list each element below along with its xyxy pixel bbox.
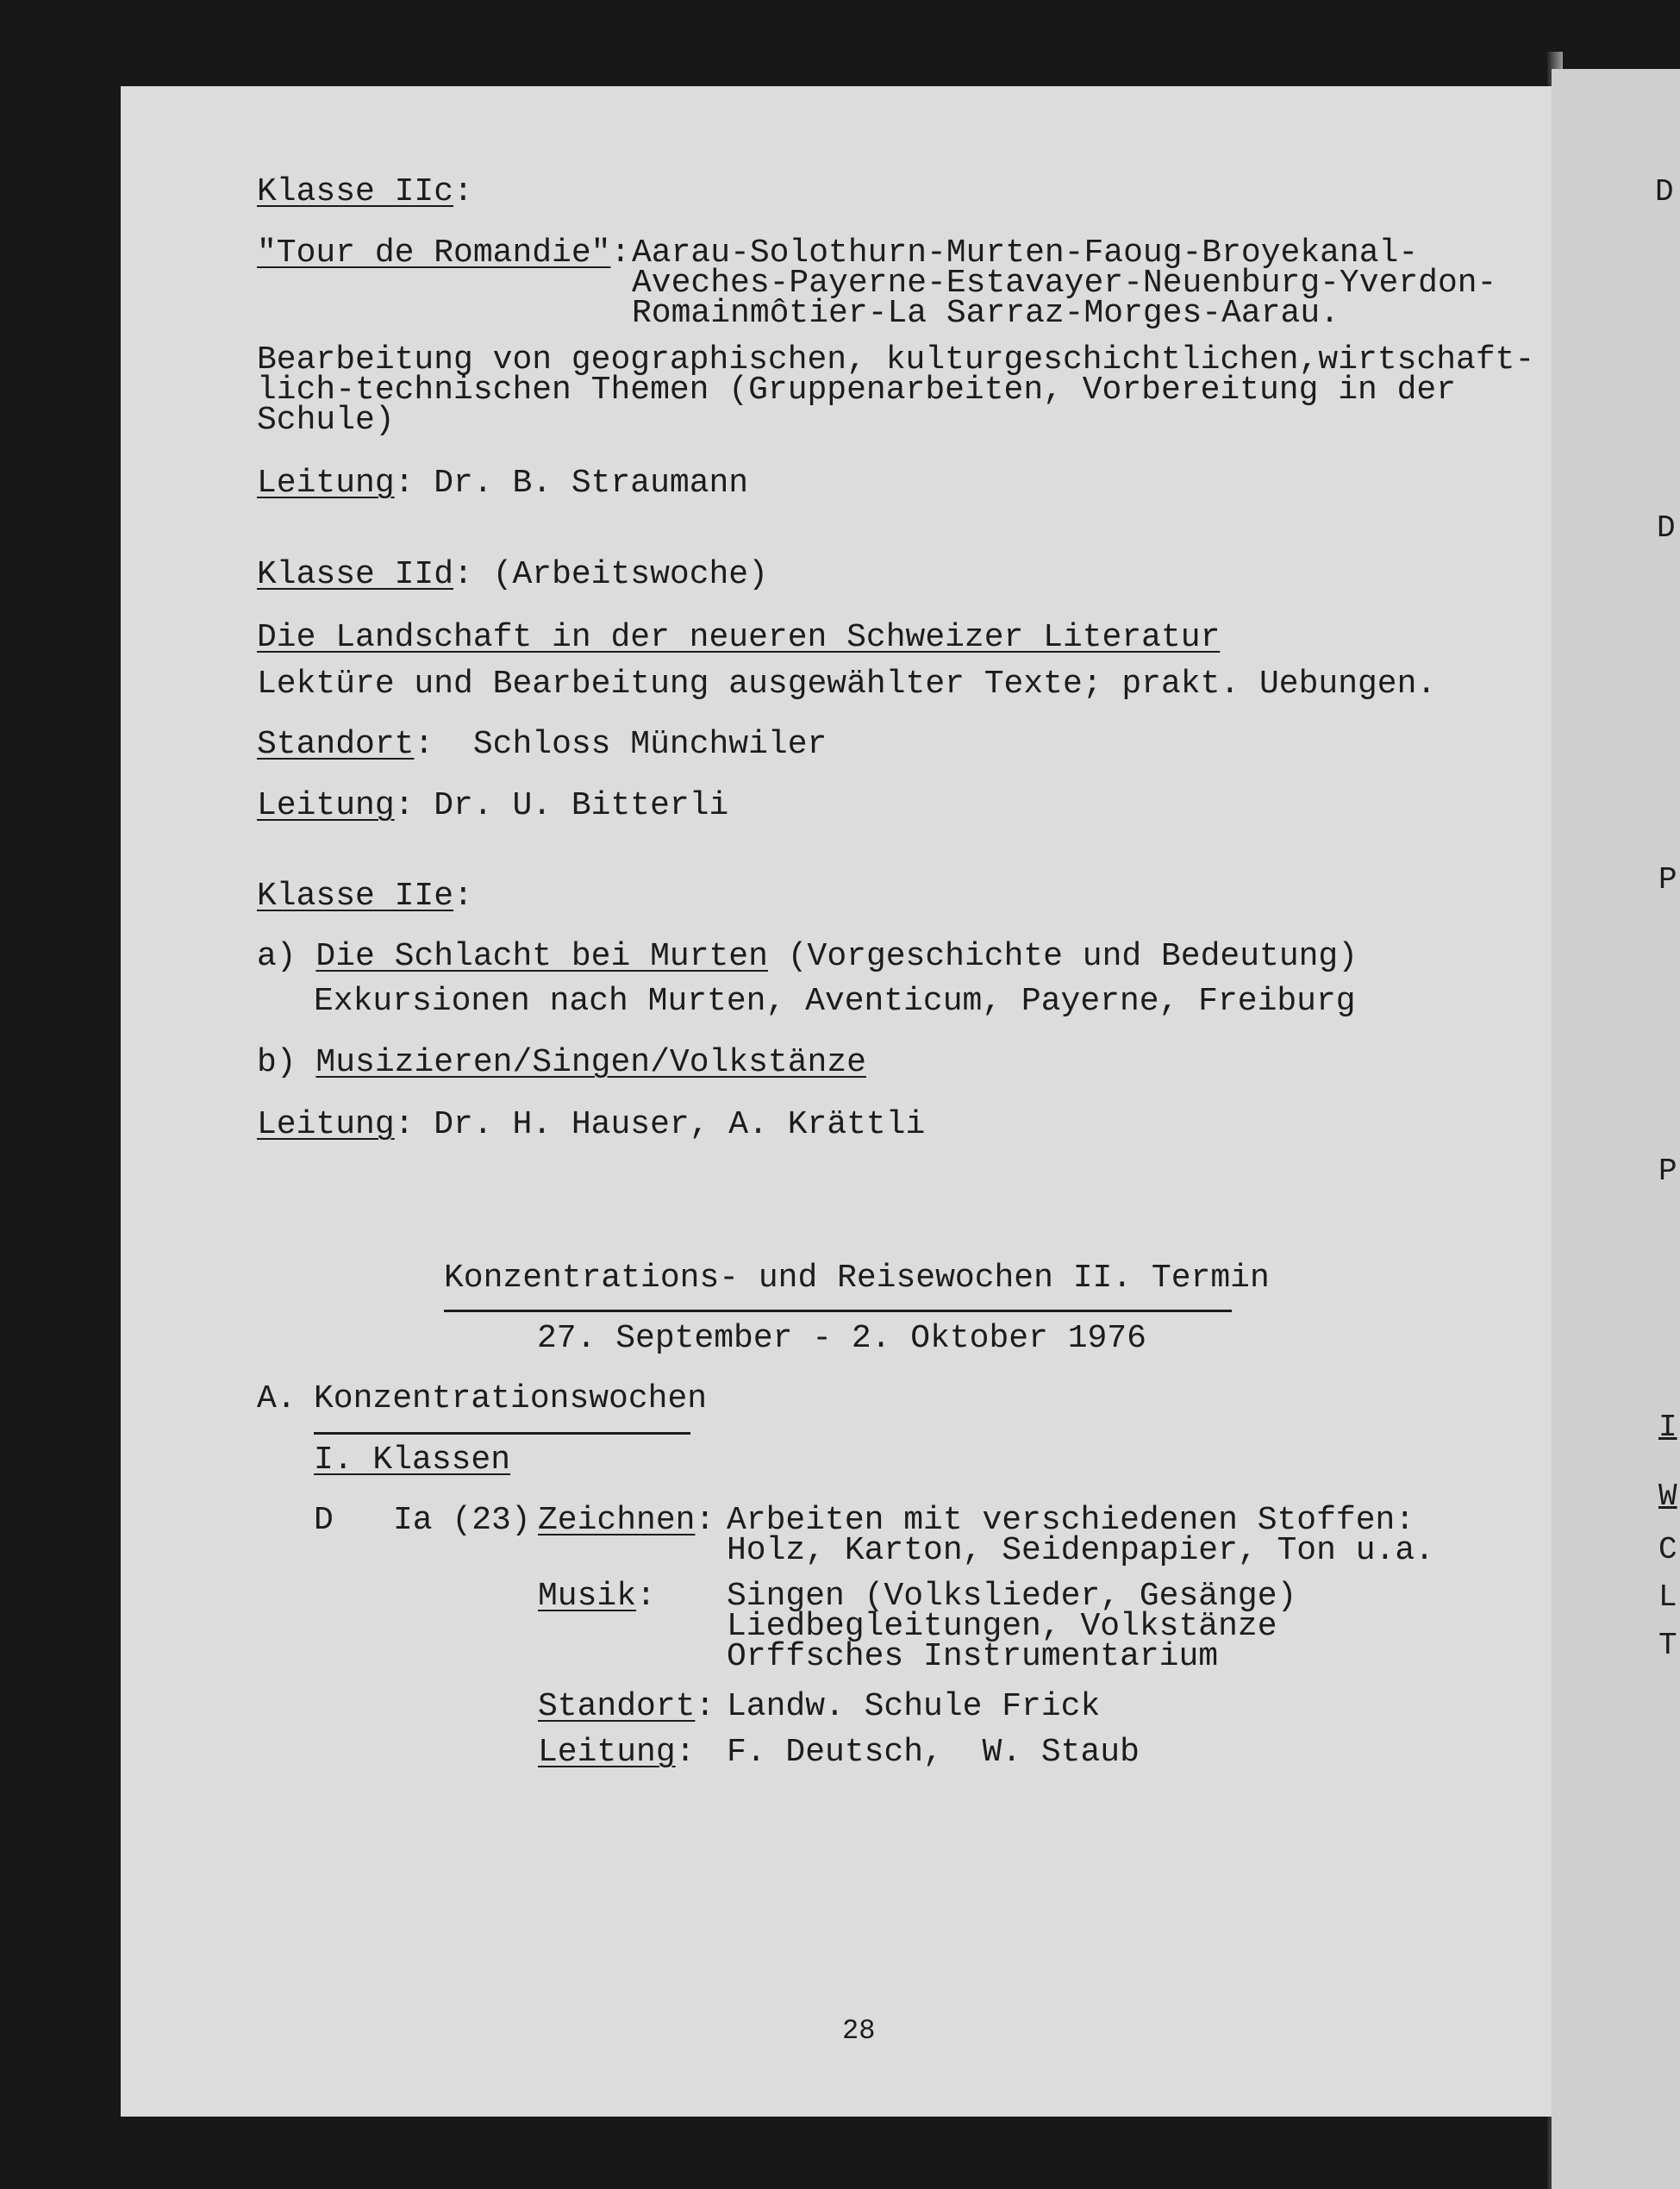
entry-standort-label: Standort:	[538, 1688, 715, 1725]
heading-klasse-iic: Klasse IIc:	[257, 173, 473, 210]
musik-line-3: Orffsches Instrumentarium	[727, 1638, 1219, 1675]
iic-description-line-2: lich-technischen Themen (Gruppenarbeiten, Vorbereitung in der	[257, 372, 1457, 409]
facing-letter-3: P	[1658, 862, 1677, 897]
facing-page	[1552, 69, 1680, 2189]
document-page	[121, 86, 1552, 2117]
iid-leitung: Leitung: Dr. U. Bitterli	[257, 787, 729, 824]
facing-letter-7: C	[1658, 1532, 1677, 1567]
facing-letter-8: L	[1658, 1579, 1677, 1615]
iic-leitung: Leitung: Dr. B. Straumann	[257, 465, 749, 502]
zeichnen-line-2: Holz, Karton, Seidenpapier, Ton u.a.	[727, 1532, 1434, 1569]
klassen-title: I. Klassen	[314, 1442, 511, 1479]
zeichnen-line-1: Arbeiten mit verschiedenen Stoffen:	[727, 1502, 1415, 1539]
termin-dates: 27. September - 2. Oktober 1976	[537, 1320, 1146, 1357]
entry-leitung-value: F. Deutsch, W. Staub	[727, 1734, 1140, 1771]
entry-code: D	[314, 1502, 334, 1539]
iie-item-b: b) Musizieren/Singen/Volkstänze	[257, 1044, 866, 1081]
page-number: 28	[842, 2015, 876, 2047]
iic-description-line-3: Schule)	[257, 402, 395, 439]
facing-letter-5: I	[1658, 1410, 1677, 1445]
iid-standort: Standort: Schloss Münchwiler	[257, 726, 828, 763]
iid-description: Lektüre und Bearbeitung ausgewählter Texte; prakt. Uebungen.	[257, 666, 1437, 703]
iid-topic: Die Landschaft in der neueren Schweizer Literatur	[257, 619, 1221, 656]
iie-item-a-line-2: Exkursionen nach Murten, Aventicum, Payerne, Freiburg	[314, 983, 1356, 1020]
iic-description-line-1: Bearbeitung von geographischen, kulturgeschichtlichen,wirtschaft-	[257, 341, 1535, 378]
facing-letter-9: T	[1658, 1628, 1677, 1663]
zeichnen-label: Zeichnen:	[538, 1502, 715, 1539]
iie-leitung: Leitung: Dr. H. Hauser, A. Krättli	[257, 1106, 926, 1143]
facing-letter-6: W	[1658, 1479, 1677, 1514]
heading-klasse-iid: Klasse IId: (Arbeitswoche)	[257, 556, 768, 593]
termin-title: Konzentrations- und Reisewochen II. Termin	[444, 1260, 1270, 1297]
entry-standort-value: Landw. Schule Frick	[727, 1688, 1101, 1725]
part-a-marker: A.	[257, 1380, 297, 1417]
facing-letter-1: D	[1655, 174, 1674, 210]
route-line-2: Aveches-Payerne-Estavayer-Neuenburg-Yverdon-	[632, 265, 1497, 302]
route-line-1: Aarau-Solothurn-Murten-Faoug-Broyekanal-	[632, 235, 1419, 272]
part-a-title-rule	[314, 1432, 690, 1435]
entry-leitung-label: Leitung:	[538, 1734, 696, 1771]
heading-klasse-iie: Klasse IIe:	[257, 878, 473, 915]
facing-letter-4: P	[1658, 1154, 1677, 1189]
part-a-title: Konzentrationswochen	[314, 1380, 708, 1417]
musik-line-2: Liedbegleitungen, Volkstänze	[727, 1608, 1277, 1645]
musik-line-1: Singen (Volkslieder, Gesänge)	[727, 1578, 1297, 1615]
musik-label: Musik:	[538, 1578, 656, 1615]
route-line-3: Romainmôtier-La Sarraz-Morges-Aarau.	[632, 295, 1340, 332]
termin-title-rule	[444, 1310, 1232, 1312]
entry-class: Ia (23)	[393, 1502, 531, 1539]
facing-letter-2: D	[1657, 510, 1676, 546]
iie-item-a: a) Die Schlacht bei Murten (Vorgeschichte und Bedeutung)	[257, 938, 1358, 975]
tour-label: "Tour de Romandie":	[257, 235, 631, 272]
